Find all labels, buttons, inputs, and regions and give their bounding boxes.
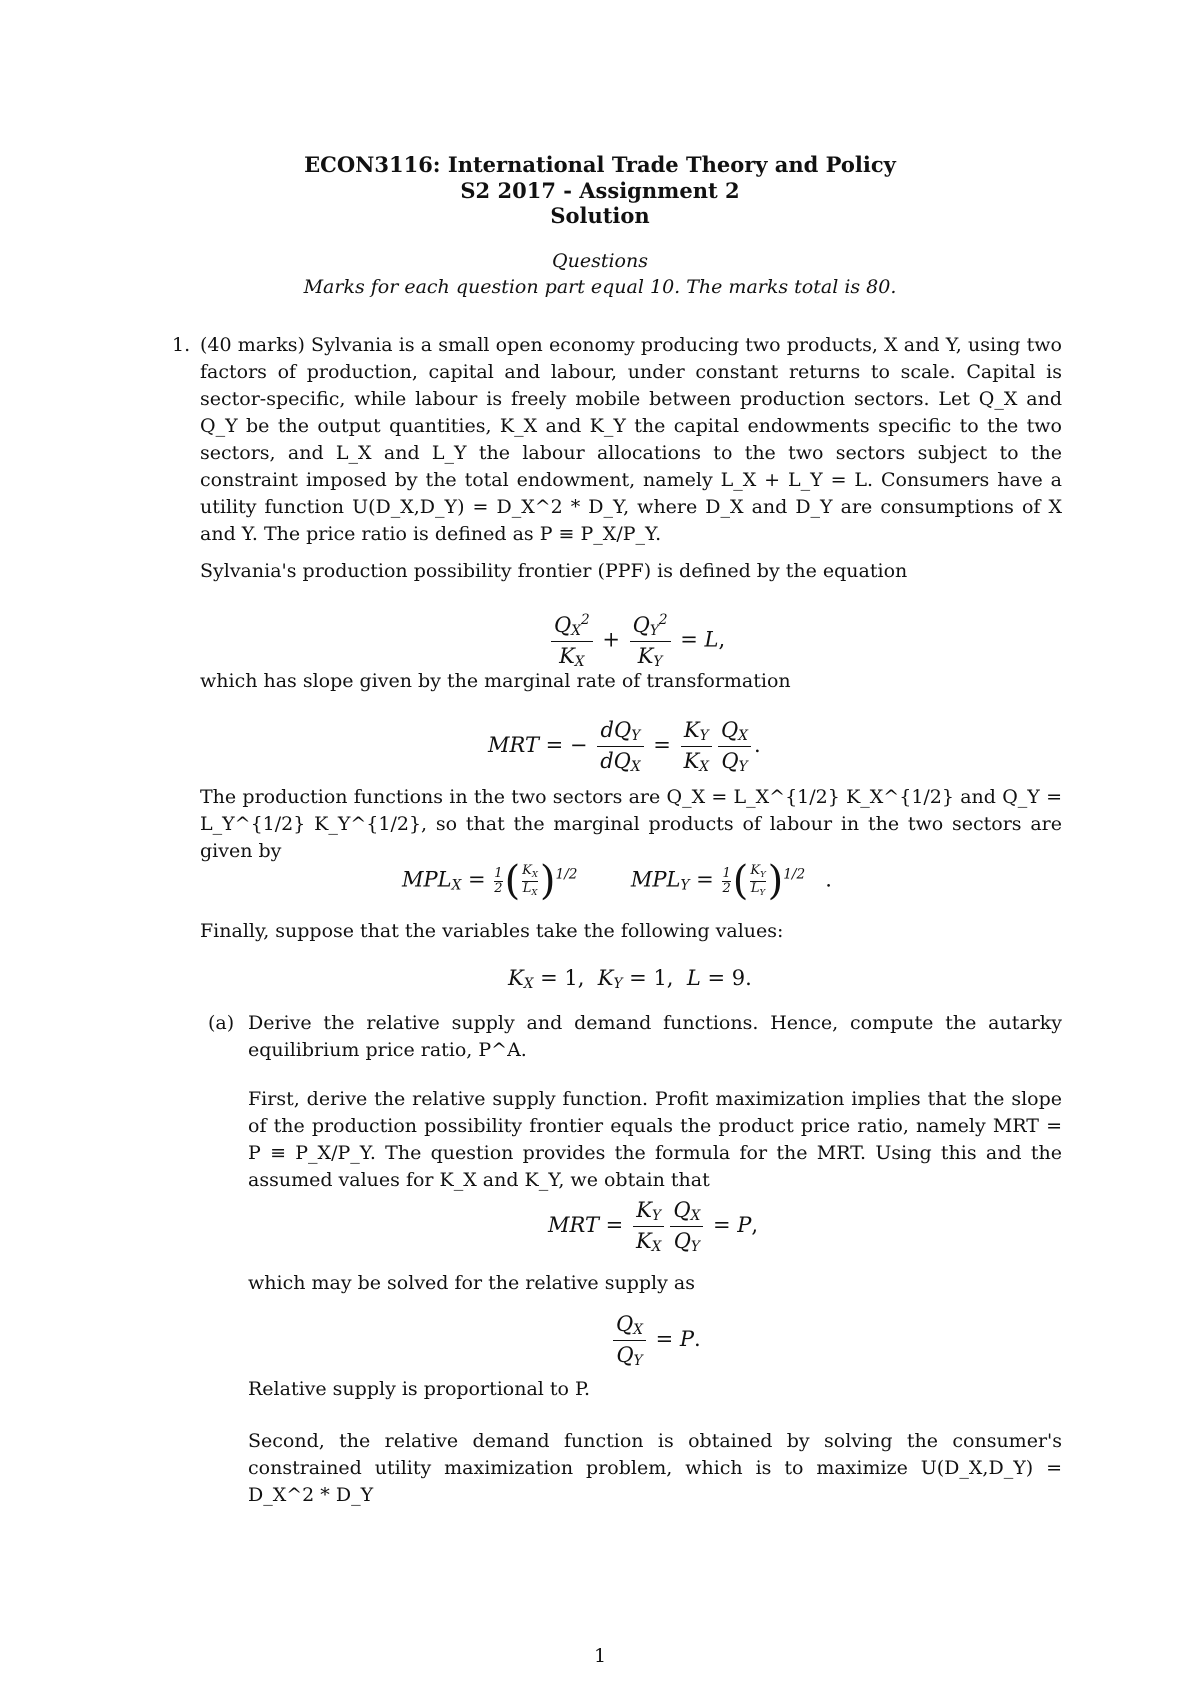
part-a-question: Derive the relative supply and demand functions. Hence, compute the autarky equilibrium price ratio, P^A. — [248, 1012, 1062, 1061]
document-kind: Solution — [550, 203, 650, 228]
page-number: 1 — [593, 1645, 607, 1667]
document-subtitle: S2 2017 - Assignment 2 — [460, 178, 740, 203]
part-a-label: (a) — [208, 1012, 235, 1034]
part-a-answer-p2: which may be solved for the relative supply as — [248, 1272, 695, 1294]
questions-label: Questions — [552, 250, 648, 272]
values-text: Finally, suppose that the variables take the following values: — [200, 920, 784, 942]
relative-supply-equation: $\frac{Q_X}{Q_Y}$ = P. — [610, 1312, 701, 1369]
document-title: ECON3116: International Trade Theory and Policy — [304, 152, 896, 177]
part-a-mrt-equation: MRT = $\frac{K_Y}{K_X}$ $\frac{Q_X}{Q_Y}$ = P, — [548, 1198, 759, 1255]
production-text: The production functions in the two sectors are Q_X = L_X^{1/2} K_X^{1/2} and Q_Y = L_Y^{1/2} K_Y^{1/2}, so that the marginal products of labour in the two sectors are given by — [200, 786, 1062, 862]
mpl-equation: $MPL_X$ = $\frac{1}{2}$ ( $\frac{K_X}{L_X}$ )$^{1/2}$ $MPL_Y$ = $\frac{1}{2}$ ( $\frac{K_Y}{L_Y}$ )$^{1/2}$ . — [402, 858, 832, 904]
ppf-text: Sylvania's production possibility frontier (PPF) is defined by the equation — [200, 560, 908, 582]
question-intro: (40 marks) Sylvania is a small open economy producing two products, X and Y, using two factors of production, capital and labour, under constant returns to scale. Capital is sector-specific, while labour is freely mobile between production sectors. Let Q_X and Q_Y be the output quantities, K_X and K_Y the capital endowments specific to the two sectors, and L_X and L_Y the labour allocations to the two sectors subject to the constraint imposed by the total endowment, namely L_X + L_Y = L. Consumers have a utility function U(D_X,D_Y) = D_X^2 * D_Y, where D_X and D_Y are consumptions of X and Y. The price ratio is defined as P ≡ P_X/P_Y. — [200, 334, 1062, 545]
part-a-answer-p3: Relative supply is proportional to P. — [248, 1378, 590, 1400]
mrt-text: which has slope given by the marginal rate of transformation — [200, 670, 791, 692]
part-a-answer-p4: Second, the relative demand function is obtained by solving the consumer's constrained utility maximization problem, which is to maximize U(D_X,D_Y) = D_X^2 * D_Y — [248, 1430, 1062, 1506]
part-a-answer-p1: First, derive the relative supply function. Profit maximization implies that the slope of the production possibility frontier equals the product price ratio, namely MRT = P ≡ P_X/P_Y. The question provides the formula for the MRT. Using this and the assumed values for K_X and K_Y, we obtain that — [248, 1088, 1062, 1191]
question-number: 1. — [172, 334, 191, 356]
values-equation: $K_X = 1$, $K_Y = 1$, L = 9. — [508, 966, 752, 992]
mrt-equation: MRT = − $\frac{dQ_Y}{dQ_X}$ = $\frac{K_Y}{K_X}$ $\frac{Q_X}{Q_Y}$ . — [488, 718, 761, 775]
ppf-equation: $\frac{Q_X^2}{K_X}$ + $\frac{Q_Y^2}{K_Y}$ = L, — [548, 612, 725, 670]
marks-note: Marks for each question part equal 10. The marks total is 80. — [303, 276, 897, 298]
